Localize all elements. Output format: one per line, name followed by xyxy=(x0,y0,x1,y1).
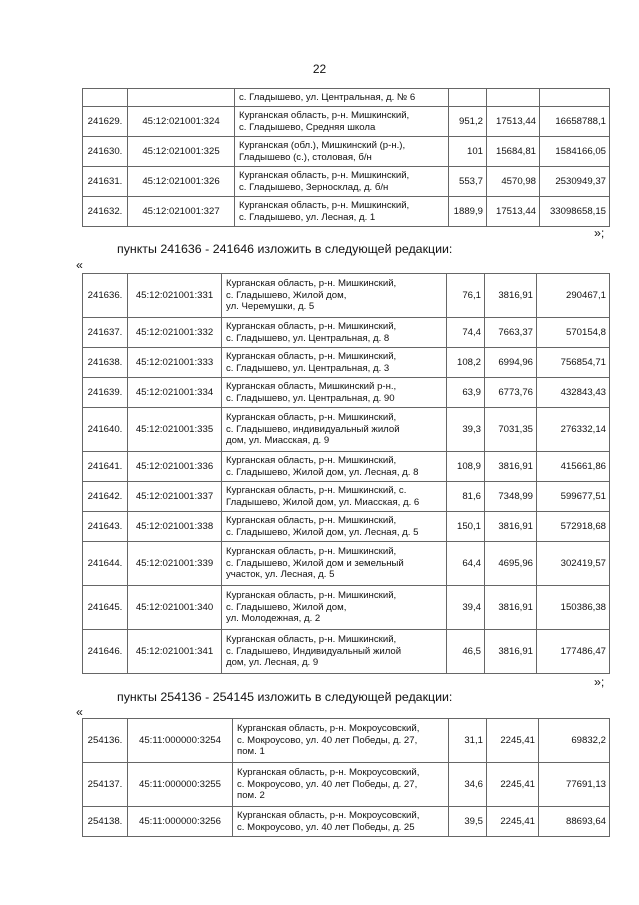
total-value-cell: 69832,2 xyxy=(539,719,610,763)
area-cell xyxy=(449,89,487,107)
row-number-cell: 241644. xyxy=(83,542,128,586)
total-value-cell: 150386,38 xyxy=(537,586,610,630)
address-cell xyxy=(235,137,449,167)
unit-price-cell: 2245,41 xyxy=(487,763,539,807)
unit-price-cell: 7663,37 xyxy=(485,318,537,348)
area-cell: 39,3 xyxy=(447,408,485,452)
address-cell xyxy=(222,542,447,586)
address-line: с. Гладышево, Зерносклад, д. б/н xyxy=(239,181,389,193)
unit-price-cell: 15684,81 xyxy=(487,137,540,167)
area-cell: 108,9 xyxy=(447,452,485,482)
cadastral-number-cell: 45:12:021001:331 xyxy=(128,274,222,318)
total-value-cell: 88693,64 xyxy=(539,807,610,837)
row-number-cell: 241637. xyxy=(83,318,128,348)
total-value-cell: 302419,57 xyxy=(537,542,610,586)
unit-price-cell: 3816,91 xyxy=(485,452,537,482)
area-cell: 39,5 xyxy=(449,807,487,837)
area-cell: 108,2 xyxy=(447,348,485,378)
table-row xyxy=(83,137,610,167)
address-line: пом. 1 xyxy=(237,746,265,758)
address-line: Курганская область, Мишкинский р-н., xyxy=(226,380,397,392)
closing-quote-1: »; xyxy=(594,226,605,240)
address-line: Курганская область, р-н. Мишкинский, xyxy=(239,199,410,211)
table-row xyxy=(83,197,610,227)
area-cell: 39,4 xyxy=(447,586,485,630)
address-line: Курганская область, р-н. Мокроусовский, xyxy=(237,723,420,735)
area-cell: 101 xyxy=(449,137,487,167)
address-line: с. Гладышево, Жилой дом, xyxy=(226,601,347,613)
table-row xyxy=(83,719,610,763)
row-number-cell: 241643. xyxy=(83,512,128,542)
address-line: пом. 2 xyxy=(237,790,265,802)
cadastral-number-cell: 45:11:000000:3254 xyxy=(128,719,233,763)
cadastral-number-cell: 45:12:021001:341 xyxy=(128,630,222,674)
address-line: Курганская (обл.), Мишкинский (р-н.), xyxy=(239,139,406,151)
unit-price-cell: 3816,91 xyxy=(485,586,537,630)
page-number: 22 xyxy=(312,62,327,76)
registry-table-1 xyxy=(82,88,610,227)
cadastral-number-cell: 45:11:000000:3256 xyxy=(128,807,233,837)
row-number-cell: 254136. xyxy=(83,719,128,763)
address-line: с. Мокроусово, ул. 40 лет Победы, д. 27, xyxy=(237,778,418,790)
address-cell xyxy=(235,197,449,227)
registry-table-2 xyxy=(82,273,610,674)
unit-price-cell: 2245,41 xyxy=(487,807,539,837)
area-cell: 951,2 xyxy=(449,107,487,137)
cadastral-number-cell xyxy=(128,89,235,107)
address-cell xyxy=(222,452,447,482)
row-number-cell: 241636. xyxy=(83,274,128,318)
address-line: Курганская область, р-н. Мишкинский, xyxy=(226,546,397,558)
unit-price-cell: 3816,91 xyxy=(485,274,537,318)
address-cell xyxy=(235,107,449,137)
table-row xyxy=(83,630,610,674)
address-line: с. Гладышево, Индивидуальный жилой xyxy=(226,645,402,657)
address-line: Курганская область, р-н. Мишкинский, xyxy=(226,412,397,424)
area-cell: 76,1 xyxy=(447,274,485,318)
address-line: Курганская область, р-н. Мокроусовский, xyxy=(237,767,420,779)
address-cell xyxy=(235,167,449,197)
unit-price-cell: 4695,96 xyxy=(485,542,537,586)
area-cell: 553,7 xyxy=(449,167,487,197)
row-number-cell: 241645. xyxy=(83,586,128,630)
table-row xyxy=(83,107,610,137)
address-line: Гладышево (с.), столовая, б/н xyxy=(239,151,372,163)
address-line: с. Гладышево, Жилой дом, ул. Лесная, д. 8 xyxy=(226,466,419,478)
table-row xyxy=(83,763,610,807)
unit-price-cell: 3816,91 xyxy=(485,630,537,674)
address-cell xyxy=(222,274,447,318)
table-row xyxy=(83,378,610,408)
total-value-cell: 756854,71 xyxy=(537,348,610,378)
area-cell: 34,6 xyxy=(449,763,487,807)
total-value-cell: 276332,14 xyxy=(537,408,610,452)
address-line: с. Гладышево, ул. Центральная, д. 8 xyxy=(226,332,390,344)
total-value-cell: 33098658,15 xyxy=(540,197,610,227)
total-value-cell: 570154,8 xyxy=(537,318,610,348)
address-line: дом, ул. Миасская, д. 9 xyxy=(226,435,330,447)
table-row xyxy=(83,274,610,318)
unit-price-cell: 17513,44 xyxy=(487,107,540,137)
area-cell: 74,4 xyxy=(447,318,485,348)
row-number-cell: 254137. xyxy=(83,763,128,807)
unit-price-cell: 3816,91 xyxy=(485,512,537,542)
unit-price-cell: 7348,99 xyxy=(485,482,537,512)
address-cell xyxy=(222,630,447,674)
address-line: Курганская область, р-н. Мишкинский, xyxy=(226,278,397,290)
paragraph-2: пункты 254136 - 254145 изложить в следующей редакции: xyxy=(117,690,453,704)
address-line: Курганская область, р-н. Мишкинский, xyxy=(226,320,397,332)
address-line: с. Гладышево, ул. Лесная, д. 1 xyxy=(239,211,376,223)
cadastral-number-cell: 45:12:021001:340 xyxy=(128,586,222,630)
row-number-cell: 241646. xyxy=(83,630,128,674)
address-line: с. Гладышево, ул. Центральная, д. 3 xyxy=(226,362,390,374)
area-cell: 1889,9 xyxy=(449,197,487,227)
table-row xyxy=(83,318,610,348)
address-cell xyxy=(222,378,447,408)
address-cell xyxy=(235,89,449,107)
address-line: с. Гладышево, Жилой дом, xyxy=(226,289,347,301)
address-line: дом, ул. Лесная, д. 9 xyxy=(226,657,319,669)
table-row xyxy=(83,348,610,378)
total-value-cell: 1584166,05 xyxy=(540,137,610,167)
address-line: с. Гладышево, Средняя школа xyxy=(239,121,376,133)
cadastral-number-cell: 45:12:021001:335 xyxy=(128,408,222,452)
unit-price-cell: 7031,35 xyxy=(485,408,537,452)
address-line: с. Мокроусово, ул. 40 лет Победы, д. 25 xyxy=(237,821,415,833)
unit-price-cell xyxy=(487,89,540,107)
address-line: участок, ул. Лесная, д. 5 xyxy=(226,569,335,581)
area-cell: 64,4 xyxy=(447,542,485,586)
address-line: с. Гладышево, индивидуальный жилой xyxy=(226,423,400,435)
table-row xyxy=(83,167,610,197)
area-cell: 46,5 xyxy=(447,630,485,674)
opening-quote-1: « xyxy=(76,258,83,272)
total-value-cell: 16658788,1 xyxy=(540,107,610,137)
cadastral-number-cell: 45:12:021001:326 xyxy=(128,167,235,197)
unit-price-cell: 4570,98 xyxy=(487,167,540,197)
total-value-cell: 432843,43 xyxy=(537,378,610,408)
table-row xyxy=(83,807,610,837)
address-cell xyxy=(222,408,447,452)
total-value-cell: 290467,1 xyxy=(537,274,610,318)
opening-quote-2: « xyxy=(76,705,83,719)
row-number-cell: 241629. xyxy=(83,107,128,137)
row-number-cell: 241631. xyxy=(83,167,128,197)
row-number-cell: 241641. xyxy=(83,452,128,482)
unit-price-cell: 6773,76 xyxy=(485,378,537,408)
address-line: ул. Черемушки, д. 5 xyxy=(226,301,315,313)
cadastral-number-cell: 45:12:021001:337 xyxy=(128,482,222,512)
table-row xyxy=(83,452,610,482)
address-cell xyxy=(222,318,447,348)
address-line: Курганская область, р-н. Мишкинский, xyxy=(226,514,397,526)
address-line: Курганская область, р-н. Мишкинский, xyxy=(226,634,397,646)
cadastral-number-cell: 45:12:021001:333 xyxy=(128,348,222,378)
address-line: Курганская область, р-н. Мишкинский, xyxy=(226,454,397,466)
area-cell: 63,9 xyxy=(447,378,485,408)
address-cell xyxy=(222,512,447,542)
row-number-cell: 254138. xyxy=(83,807,128,837)
address-line: Курганская область, р-н. Мишкинский, xyxy=(226,350,397,362)
row-number-cell: 241639. xyxy=(83,378,128,408)
address-line: с. Гладышево, Жилой дом и земельный xyxy=(226,557,404,569)
unit-price-cell: 2245,41 xyxy=(487,719,539,763)
address-cell xyxy=(222,482,447,512)
row-number-cell: 241630. xyxy=(83,137,128,167)
table-row xyxy=(83,586,610,630)
total-value-cell: 599677,51 xyxy=(537,482,610,512)
table-row xyxy=(83,482,610,512)
address-line: с. Гладышево, ул. Центральная, д. № 6 xyxy=(239,91,416,103)
cadastral-number-cell: 45:12:021001:327 xyxy=(128,197,235,227)
cadastral-number-cell: 45:12:021001:334 xyxy=(128,378,222,408)
address-line: ул. Молодежная, д. 2 xyxy=(226,613,321,625)
table-row xyxy=(83,542,610,586)
address-line: Курганская область, р-н. Мишкинский, xyxy=(239,169,410,181)
address-line: Гладышево, Жилой дом, ул. Миасская, д. 6 xyxy=(226,496,420,508)
cadastral-number-cell: 45:12:021001:325 xyxy=(128,137,235,167)
registry-table-3 xyxy=(82,718,610,837)
cadastral-number-cell: 45:12:021001:339 xyxy=(128,542,222,586)
unit-price-cell: 6994,96 xyxy=(485,348,537,378)
row-number-cell: 241640. xyxy=(83,408,128,452)
cadastral-number-cell: 45:12:021001:338 xyxy=(128,512,222,542)
table-row xyxy=(83,89,610,107)
address-line: Курганская область, р-н. Мишкинский, xyxy=(226,590,397,602)
cadastral-number-cell: 45:11:000000:3255 xyxy=(128,763,233,807)
row-number-cell xyxy=(83,89,128,107)
address-cell xyxy=(222,348,447,378)
address-line: с. Гладышево, ул. Центральная, д. 90 xyxy=(226,392,395,404)
address-cell xyxy=(233,807,449,837)
closing-quote-2: »; xyxy=(594,675,605,689)
address-cell xyxy=(233,763,449,807)
address-line: Курганская область, р-н. Мишкинский, xyxy=(239,109,410,121)
total-value-cell: 77691,13 xyxy=(539,763,610,807)
address-line: с. Мокроусово, ул. 40 лет Победы, д. 27, xyxy=(237,734,418,746)
cadastral-number-cell: 45:12:021001:336 xyxy=(128,452,222,482)
area-cell: 81,6 xyxy=(447,482,485,512)
row-number-cell: 241632. xyxy=(83,197,128,227)
total-value-cell: 415661,86 xyxy=(537,452,610,482)
table-row xyxy=(83,512,610,542)
paragraph-1: пункты 241636 - 241646 изложить в следующей редакции: xyxy=(117,242,453,256)
table-row xyxy=(83,408,610,452)
address-cell xyxy=(222,586,447,630)
total-value-cell xyxy=(540,89,610,107)
unit-price-cell: 17513,44 xyxy=(487,197,540,227)
row-number-cell: 241638. xyxy=(83,348,128,378)
total-value-cell: 2530949,37 xyxy=(540,167,610,197)
total-value-cell: 177486,47 xyxy=(537,630,610,674)
cadastral-number-cell: 45:12:021001:324 xyxy=(128,107,235,137)
area-cell: 150,1 xyxy=(447,512,485,542)
address-line: Курганская область, р-н. Мишкинский, с. xyxy=(226,484,407,496)
address-line: Курганская область, р-н. Мокроусовский, xyxy=(237,809,420,821)
total-value-cell: 572918,68 xyxy=(537,512,610,542)
cadastral-number-cell: 45:12:021001:332 xyxy=(128,318,222,348)
area-cell: 31,1 xyxy=(449,719,487,763)
row-number-cell: 241642. xyxy=(83,482,128,512)
address-cell xyxy=(233,719,449,763)
address-line: с. Гладышево, Жилой дом, ул. Лесная, д. 5 xyxy=(226,526,419,538)
